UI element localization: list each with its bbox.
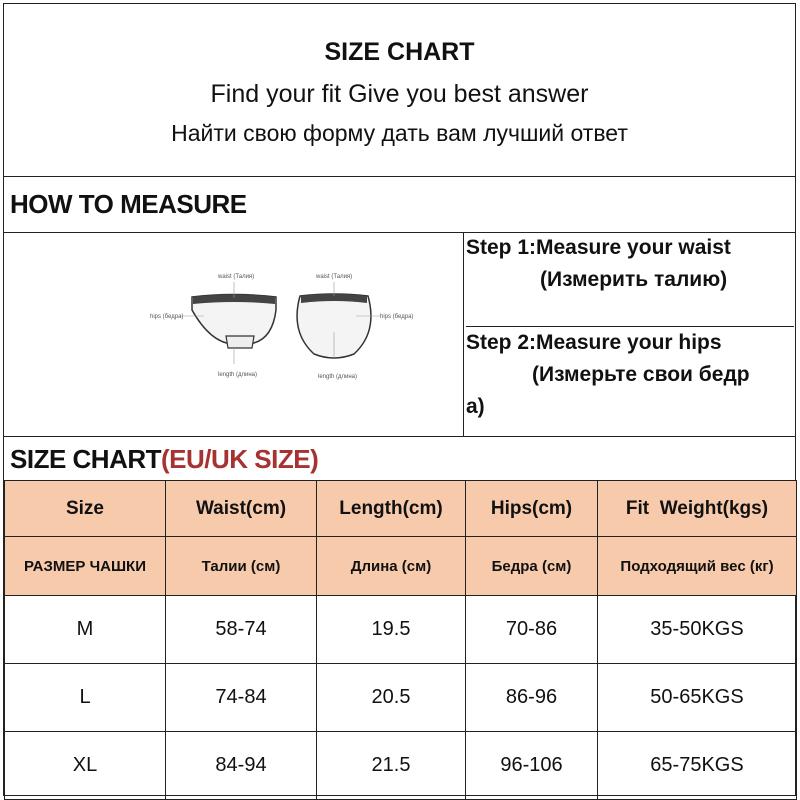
front-waist-label: waist (Талия): [218, 274, 255, 280]
front-hips-label: hips (бедра): [150, 314, 184, 320]
header-size: Size: [5, 481, 166, 537]
step-2: [466, 327, 794, 436]
how-to-measure-header: [4, 176, 795, 233]
back-length-label: length (длина): [318, 374, 358, 380]
cell-length: 20.5: [317, 664, 466, 732]
step-2-ru-line1: (Измерьте свои бедр: [532, 363, 750, 386]
header-ru-length: Длина (см): [317, 537, 466, 596]
back-hips-label: hips (бедра): [380, 314, 414, 320]
diagram-box: [4, 232, 464, 436]
front-length-label: length (длина): [218, 372, 258, 378]
cell-fit-weight: 50-65KGS: [598, 664, 797, 732]
cell-length: 19.5: [317, 596, 466, 664]
subtitle-ru: Найти свою форму дать вам лучший ответ: [171, 120, 628, 146]
size-chart-sheet: [3, 3, 796, 796]
cell-waist: 84-94: [166, 732, 317, 800]
cell-hips: 70-86: [466, 596, 598, 664]
step-2-ru-line2: а): [466, 395, 485, 418]
cell-size: L: [5, 664, 166, 732]
back-view-diagram: [297, 274, 413, 380]
cell-fit-weight: 65-75KGS: [598, 732, 797, 800]
header-ru-hips: Бедра (см): [466, 537, 598, 596]
header-length: Length(cm): [317, 481, 466, 537]
back-waist-label: waist (Талия): [316, 274, 353, 280]
header-ru-fit-weight: Подходящий вес (кг): [598, 537, 797, 596]
cell-waist: 74-84: [166, 664, 317, 732]
how-to-measure-title: HOW TO MEASURE: [10, 189, 247, 219]
cell-size: XL: [5, 732, 166, 800]
header-waist: Waist(cm): [166, 481, 317, 537]
front-view-diagram: [150, 274, 276, 378]
header-hips: Hips(cm): [466, 481, 598, 537]
cell-length: 21.5: [317, 732, 466, 800]
page-title: SIZE CHART: [324, 38, 475, 66]
header-ru-waist: Талии (см): [166, 537, 317, 596]
size-chart-header: [4, 436, 795, 480]
cell-waist: 58-74: [166, 596, 317, 664]
step-1-ru: (Измерить талию): [540, 268, 728, 291]
cell-fit-weight: 35-50KGS: [598, 596, 797, 664]
header-block: [4, 4, 795, 177]
size-chart-title-suffix: (EU/UK SIZE): [161, 444, 319, 474]
table-row: [5, 732, 797, 800]
table-row: [5, 596, 797, 664]
underwear-diagram: [4, 232, 463, 436]
step-1-en: Step 1:Measure your waist: [466, 236, 731, 259]
table-header-ru-row: [5, 537, 797, 596]
step-1: [466, 232, 794, 327]
measure-section: [4, 232, 795, 437]
step-2-en: Step 2:Measure your hips: [466, 331, 722, 354]
header-ru-size: РАЗМЕР ЧАШКИ: [5, 537, 166, 596]
cell-hips: 96-106: [466, 732, 598, 800]
cell-hips: 86-96: [466, 664, 598, 732]
size-chart-title: [10, 444, 318, 475]
size-table: [4, 480, 797, 800]
cell-size: M: [5, 596, 166, 664]
subtitle-en: Find your fit Give you best answer: [210, 80, 589, 108]
size-chart-title-main: SIZE CHART: [10, 444, 161, 474]
header-fit-weight: Fit Weight(kgs): [598, 481, 797, 537]
table-header-row: [5, 481, 797, 537]
table-row: [5, 664, 797, 732]
